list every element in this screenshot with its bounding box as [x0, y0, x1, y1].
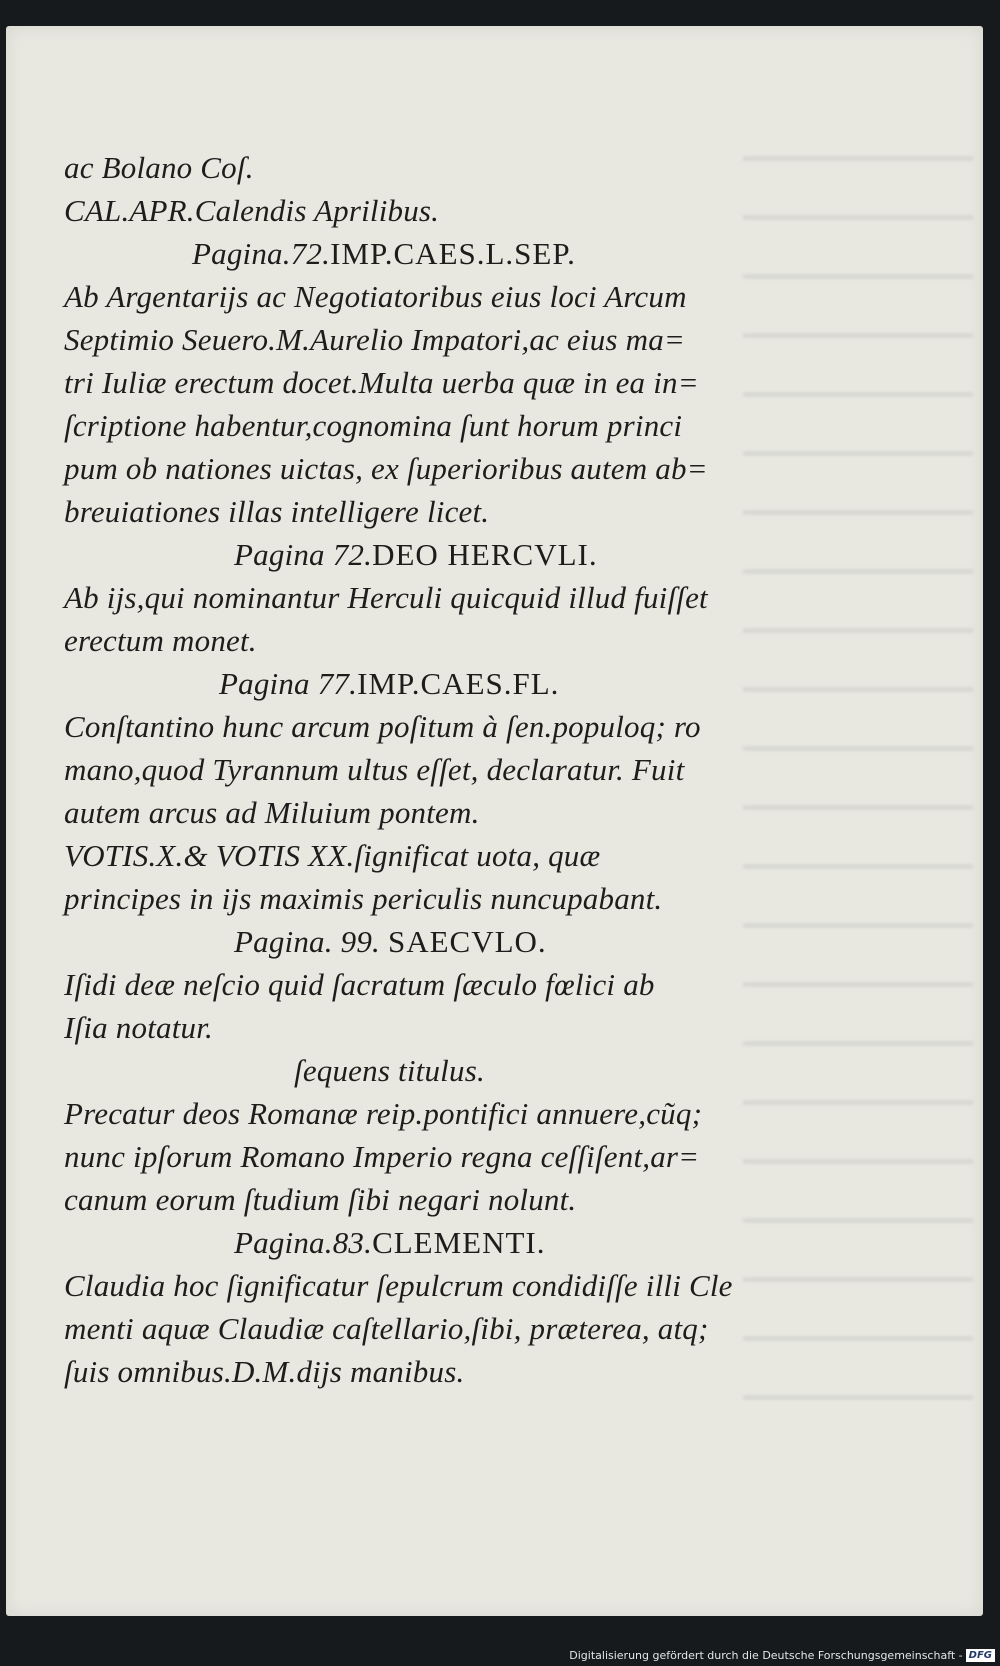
text-line: Iſidi deæ neſcio quid ſacratum ſæculo fœlici ab [64, 967, 655, 1002]
text-line: ſcriptione habentur,cognomina ſunt horum princi [64, 408, 683, 443]
book-page [6, 26, 983, 1616]
text-line: VOTIS.X.& VOTIS XX.ſignificat uota, quæ [64, 838, 601, 873]
section-heading [64, 232, 804, 275]
text-line: Ab ijs,qui nominantur Herculi quicquid illud fuiſſet [64, 580, 708, 615]
section-heading [64, 533, 804, 576]
text-line: nunc ipſorum Romano Imperio regna ceſſiſent,ar= [64, 1139, 700, 1174]
text-line: Septimio Seuero.M.Aurelio Impatori,ac eius ma= [64, 322, 686, 357]
section-heading [64, 1049, 804, 1092]
text-line: Precatur deos Romanæ reip.pontifici annuere,cũq; [64, 1096, 703, 1131]
text-line: Ab Argentarijs ac Negotiatoribus eius loci Arcum [64, 279, 687, 314]
inscription-title: CLEMENTI. [372, 1225, 546, 1260]
inscription-title: IMP.CAES.FL. [357, 666, 560, 701]
text-line: canum eorum ſtudium ſibi negari nolunt. [64, 1182, 577, 1217]
page-reference: Pagina 72. [234, 537, 373, 572]
inscription-title: SAECVLO. [387, 924, 547, 959]
section-heading [64, 662, 804, 705]
text-line: principes in ijs maximis periculis nuncupabant. [64, 881, 663, 916]
page-reference: Pagina. 99. [234, 924, 380, 959]
text-line: tri Iuliæ erectum docet.Multa uerba quæ in ea in= [64, 365, 699, 400]
inscription-title: DEO HERCVLI. [372, 537, 598, 572]
page-text-block [64, 146, 804, 1393]
text-line: pum ob nationes uictas, ex ſuperioribus autem ab= [64, 451, 708, 486]
text-line: Claudia hoc ſignificatur ſepulcrum condidiſſe illi Cle [64, 1268, 733, 1303]
inscription-title: IMP.CAES.L.SEP. [330, 236, 576, 271]
dfg-logo-icon[interactable]: DFG [966, 1649, 995, 1662]
text-line: ſuis omnibus.D.M.dijs manibus. [64, 1354, 465, 1389]
page-reference: ſequens titulus. [294, 1053, 485, 1088]
text-line: mano,quod Tyrannum ultus eſſet, declaratur. Fuit [64, 752, 685, 787]
text-line: erectum monet. [64, 623, 257, 658]
text-line: autem arcus ad Miluium pontem. [64, 795, 480, 830]
page-reference: Pagina.72. [192, 236, 331, 271]
page-reference: Pagina.83. [234, 1225, 373, 1260]
digitization-credit [569, 1646, 995, 1664]
text-line: menti aquæ Claudiæ caſtellario,ſibi, præterea, atq; [64, 1311, 709, 1346]
text-line: ac Bolano Coſ. [64, 150, 254, 185]
text-line: Conſtantino hunc arcum poſitum à ſen.populoq; ro [64, 709, 701, 744]
text-line: CAL.APR.Calendis Aprilibus. [64, 193, 440, 228]
section-heading [64, 920, 804, 963]
text-line: breuiationes illas intelligere licet. [64, 494, 490, 529]
section-heading [64, 1221, 804, 1264]
credit-text: Digitalisierung gefördert durch die Deutsche Forschungsgemeinschaft - [569, 1648, 963, 1662]
page-reference: Pagina 77. [219, 666, 358, 701]
text-line: Iſia notatur. [64, 1010, 214, 1045]
